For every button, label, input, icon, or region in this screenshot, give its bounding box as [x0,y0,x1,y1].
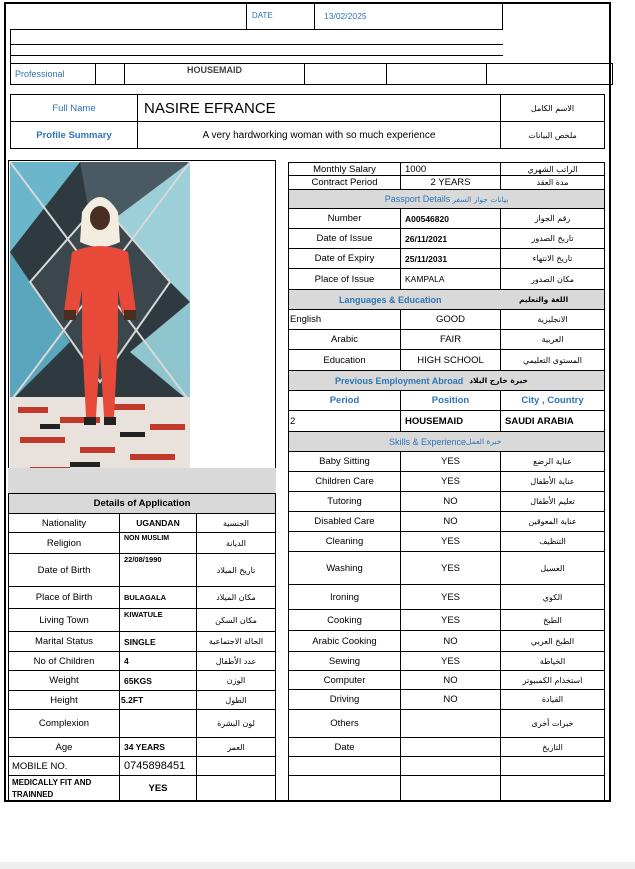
passport-label: Date of Issue [288,228,401,249]
application-label: Marital Status [8,631,120,652]
professional-label: Professional [10,63,96,85]
divider [10,44,503,45]
application-ar: الجنسية [196,513,276,533]
application-section-title: Details of Application [8,493,276,514]
passport-value: 25/11/2031 [400,248,501,269]
application-label: Religion [8,532,120,554]
application-ar: الطول [196,690,276,710]
photo-caption-bar [8,468,276,494]
application-label: Complexion [8,709,120,738]
application-ar: عدد الأطفال [196,651,276,671]
skill-label: Ironing [288,584,401,610]
employment-title: Previous Employment Abroad [335,375,464,386]
passport-label: Date of Expiry [288,248,401,269]
skill-ar: الطبخ [500,609,605,631]
skill-ar: التاريخ [500,737,605,757]
divider [10,55,503,56]
passport-ar: مكان الصدور [500,268,605,290]
application-label: Living Town [8,608,120,632]
skill-ar: عناية المعوقين [500,511,605,532]
empty-cell [386,63,487,85]
languages-section-title [288,289,605,310]
contract-value: 2 YEARS [400,175,501,190]
skill-label: Date [288,737,401,757]
application-value: BULAGALA [119,586,197,609]
passport-value: KAMPALA [400,268,501,290]
application-value [119,709,197,738]
language-value: GOOD [400,309,501,330]
employment-header-position: Position [400,390,501,411]
application-value: 65KGS [119,670,197,691]
employment-header-period: Period [288,390,401,411]
application-value: 4 [119,651,197,671]
skill-value [400,709,501,738]
employment-section-title [288,370,605,391]
applicant-photo-image [10,162,190,485]
skill-label: Baby Sitting [288,451,401,472]
skill-ar: خبرات أخرى [500,709,605,738]
skills-section-title [288,431,605,452]
passport-value: A00546820 [400,208,501,229]
skill-value: NO [400,491,501,512]
skill-label: Driving [288,689,401,710]
education-value: HIGH SCHOOL [400,349,501,371]
language-label: English [288,309,401,330]
empty-cell [500,775,605,802]
application-value: 34 YEARS [119,737,197,757]
cv-sheet [4,2,611,802]
contract-label: Monthly Salary [288,162,401,176]
application-ar: الديانة [196,532,276,554]
employment-position: HOUSEMAID [400,410,501,432]
divider [314,4,315,30]
language-label: Arabic [288,329,401,350]
skill-label: Washing [288,551,401,585]
empty-cell [95,63,125,85]
skill-value: YES [400,609,501,631]
application-label: Weight [8,670,120,691]
application-ar: مكان السكن [196,608,276,632]
language-value: FAIR [400,329,501,350]
skill-label: Disabled Care [288,511,401,532]
application-label: No of Children [8,651,120,671]
skill-ar: الطبخ العربي [500,630,605,652]
skills-title-ar: خبرة العمل [466,437,502,446]
application-ar: مكان الميلاد [196,586,276,609]
application-value: UGANDAN [119,513,197,533]
skill-label: Others [288,709,401,738]
skill-ar: عناية الأطفال [500,471,605,492]
skill-value: YES [400,584,501,610]
skill-ar: الخياطة [500,651,605,671]
application-label: Age [8,737,120,757]
employment-header-country: City , Country [500,390,605,411]
position-value: HOUSEMAID [124,63,305,85]
application-value: SINGLE [119,631,197,652]
employment-title-ar: خبرة خارج البلاد [469,376,528,385]
employment-period: 2 [288,410,401,432]
education-label: Education [288,349,401,371]
empty-cell [196,775,276,802]
empty-cell [196,756,276,776]
empty-cell [400,775,501,802]
empty-cell [486,63,613,85]
passport-label: Place of Issue [288,268,401,290]
application-value: NON MUSLIM [119,532,197,554]
full-name-ar: الاسم الكامل [500,94,605,122]
skill-ar: الغسيل [500,551,605,585]
skill-label: Arabic Cooking [288,630,401,652]
passport-value: 26/11/2021 [400,228,501,249]
languages-title-ar: اللغة والتعليم [519,295,569,304]
skill-label: Tutoring [288,491,401,512]
skill-ar: استخدام الكمبيوتر [500,670,605,690]
divider [10,30,11,63]
contract-ar: مدة العقد [500,175,605,190]
skill-value: YES [400,451,501,472]
medical-fit-value: YES [119,775,197,802]
passport-label: Number [288,208,401,229]
empty-cell [400,756,501,776]
application-label: Nationality [8,513,120,533]
medical-fit-label: MEDICALLY FIT AND TRAINNED [8,775,120,802]
passport-ar: رقم الجواز [500,208,605,229]
skill-value: NO [400,670,501,690]
page-footer-bar [0,862,635,869]
contract-value: 1000 [400,162,501,176]
skill-ar: عناية الرضع [500,451,605,472]
application-ar: الوزن [196,670,276,691]
skill-ar: القيادة [500,689,605,710]
mobile-value: 0745898451 [119,756,197,776]
skill-label: Sewing [288,651,401,671]
empty-cell [304,63,387,85]
date-label: DATE [252,11,273,20]
application-ar: العمر [196,737,276,757]
passport-title-ar: بيانات جواز السفر [452,194,509,204]
contract-label: Contract Period [288,175,401,190]
date-value: 13/02/2025 [324,11,367,21]
empty-cell [500,756,605,776]
application-label: Date of Birth [8,553,120,587]
skill-value: NO [400,630,501,652]
language-ar: الانجليزية [500,309,605,330]
divider [246,4,247,30]
skill-value: YES [400,551,501,585]
application-ar: الحالة الاجتماعية [196,631,276,652]
application-label: Place of Birth [8,586,120,609]
passport-ar: تاريخ الانتهاء [500,248,605,269]
empty-cell [288,775,401,802]
application-ar: تاريخ الميلاد [196,553,276,587]
passport-section-title [288,189,605,209]
skill-value: YES [400,651,501,671]
language-ar: العربية [500,329,605,350]
skill-ar: التنظيف [500,531,605,552]
full-name-value: NASIRE EFRANCE [137,94,501,122]
summary-label: Profile Summary [10,121,138,149]
employment-country: SAUDI ARABIA [500,410,605,432]
skill-ar: تعليم الأطفال [500,491,605,512]
skill-ar: الكوي [500,584,605,610]
application-value: 22/08/1990 [119,553,197,587]
mobile-label: MOBILE NO. [8,756,120,776]
languages-title: Languages & Education [339,294,442,305]
application-value: KIWATULE [119,608,197,632]
passport-ar: تاريخ الصدور [500,228,605,249]
empty-cell [288,756,401,776]
skill-value: NO [400,689,501,710]
skill-value: NO [400,511,501,532]
skills-title: Skills & Experience [389,436,467,447]
skill-value [400,737,501,757]
summary-value: A very hardworking woman with so much experience [137,121,501,149]
passport-title: Passport Details [384,194,451,204]
skill-label: Computer [288,670,401,690]
education-ar: المستوى التعليمي [500,349,605,371]
skill-value: YES [400,471,501,492]
skill-label: Cooking [288,609,401,631]
application-label: Height [8,690,120,710]
skill-value: YES [400,531,501,552]
contract-ar: الراتب الشهري [500,162,605,176]
application-value: 5.2FT [119,690,197,710]
skill-label: Cleaning [288,531,401,552]
summary-ar: ملخص البيانات [500,121,605,149]
application-ar: لون البشرة [196,709,276,738]
skill-label: Children Care [288,471,401,492]
applicant-photo [10,162,190,485]
full-name-label: Full Name [10,94,138,122]
